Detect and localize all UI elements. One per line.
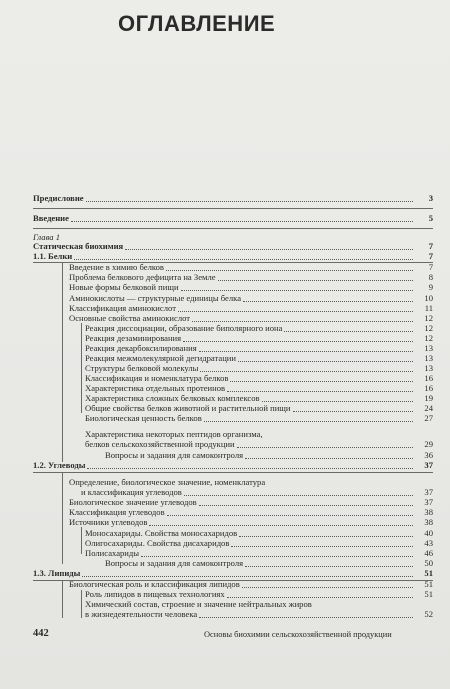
toc-entry-page: 37 (424, 497, 433, 507)
dot-leader (125, 249, 413, 250)
page-title: ОГЛАВЛЕНИЕ (118, 11, 276, 36)
toc-entry-label: Аминокислоты — структурные единицы белка (69, 293, 242, 303)
toc-entry-page: 8 (428, 272, 433, 282)
dot-leader (227, 597, 413, 598)
toc-entry-line: Химический состав, строение и значение нейтральных жиров (85, 599, 312, 609)
toc-entry-label: Полисахариды (85, 548, 140, 558)
toc-entry-label: в жизнедеятельности человека (85, 609, 198, 619)
toc-entry-page: 11 (424, 303, 433, 313)
toc-entry-label: белков сельскохозяйственной продукции (85, 439, 235, 449)
toc-entry-label: Реакция дезаминирования (85, 333, 182, 343)
dot-leader (245, 566, 413, 567)
dot-leader (199, 617, 413, 618)
dot-leader (204, 421, 413, 422)
toc-entry-label: Источники углеводов (69, 517, 148, 527)
toc-entry-label: Моносахариды. Свойства моносахаридов (85, 528, 238, 538)
toc-entry-page: 38 (424, 507, 433, 517)
toc-entry-page: 46 (424, 548, 433, 558)
toc-entry-page: 52 (424, 609, 433, 619)
toc-entry-page: 13 (424, 343, 433, 353)
toc-entry-label: Реакция декарбоксилирования (85, 343, 197, 353)
dot-leader (200, 371, 413, 372)
toc-entry-page: 12 (424, 323, 433, 333)
toc-entry-line: Определение, биологическое значение, номенклатура (69, 477, 266, 487)
toc-entry-proteins[interactable] (33, 252, 433, 262)
dot-leader (239, 536, 413, 537)
indent-rule (62, 472, 63, 564)
dot-leader (293, 411, 413, 412)
toc-entry-label: Классификация аминокислот (69, 303, 176, 313)
dot-leader (178, 311, 413, 312)
toc-entry-carbohydrates[interactable] (33, 461, 433, 471)
dot-leader (245, 458, 413, 459)
dot-leader (262, 401, 413, 402)
toc-entry-page: 50 (424, 558, 433, 568)
dot-leader (183, 341, 413, 342)
toc-entry-label: Введение в химию белков (69, 262, 164, 272)
toc-entry-label: Общие свойства белков животной и растительной пищи (85, 403, 291, 413)
dot-leader (231, 546, 413, 547)
toc-entry-page: 51 (424, 589, 433, 599)
indent-rule (62, 580, 63, 618)
indent-rule (62, 262, 63, 462)
toc-entry-page: 16 (424, 373, 433, 383)
dot-leader (243, 301, 413, 302)
dot-leader (149, 525, 413, 526)
toc-entry[interactable] (85, 610, 433, 620)
dot-leader (199, 505, 413, 506)
divider (33, 228, 433, 229)
toc-entry-label: 1.1. Белки (33, 251, 73, 261)
toc-entry-page: 29 (424, 439, 433, 449)
dot-leader (82, 576, 413, 577)
toc-entry-label: 1.2. Углеводы (33, 460, 86, 470)
toc-entry-page: 12 (424, 313, 433, 323)
divider (33, 208, 433, 209)
toc-entry-label: Классификация углеводов (69, 507, 165, 517)
toc-entry-page: 37 (424, 487, 433, 497)
dot-leader (141, 556, 413, 557)
toc-entry-page: 5 (428, 213, 433, 223)
dot-leader (71, 221, 413, 222)
dot-leader (227, 391, 413, 392)
toc-entry-label: Структуры белковой молекулы (85, 363, 199, 373)
toc-entry-page: 7 (428, 262, 433, 272)
toc-entry-page: 43 (424, 538, 433, 548)
toc-entry-page: 40 (424, 528, 433, 538)
dot-leader (166, 270, 413, 271)
toc-entry-label: 1.3. Липиды (33, 568, 81, 578)
indent-rule (81, 527, 82, 554)
toc-entry-label: Статическая биохимия (33, 241, 124, 251)
toc-entry[interactable] (85, 414, 433, 424)
indent-rule (81, 323, 82, 413)
toc-entry-intro[interactable] (33, 214, 433, 224)
dot-leader (86, 201, 413, 202)
dot-leader (284, 331, 413, 332)
running-title: Основы биохимии сельскохозяйственной продукции (204, 630, 392, 639)
dot-leader (242, 587, 413, 588)
toc-entry-label: Предисловие (33, 193, 84, 203)
toc-entry-page: 36 (424, 450, 433, 460)
toc-entry-page: 19 (424, 393, 433, 403)
dot-leader (184, 495, 413, 496)
toc-entry-label: Вопросы и задания для самоконтроля (105, 450, 244, 460)
dot-leader (199, 351, 413, 352)
dot-leader (192, 321, 413, 322)
toc-entry-page: 38 (424, 517, 433, 527)
toc-entry-static-biochem[interactable] (33, 242, 433, 252)
toc-entry-page: 13 (424, 353, 433, 363)
dot-leader (167, 515, 413, 516)
toc-entry-label: Биологическая ценность белков (85, 413, 202, 423)
toc-entry-preface[interactable] (33, 194, 433, 204)
toc-entry-questions[interactable] (105, 451, 433, 461)
toc-entry-label: и классификация углеводов (81, 487, 182, 497)
dot-leader (218, 280, 413, 281)
indent-rule (81, 590, 82, 618)
toc-entry-label: Роль липидов в пищевых технологиях (85, 589, 225, 599)
toc-entry-label: Новые формы белковой пищи (69, 282, 179, 292)
toc-entry-label: Характеристика сложных белковых комплексов (85, 393, 260, 403)
dot-leader (181, 290, 413, 291)
toc-entry-label: Олигосахариды. Свойства дисахаридов (85, 538, 230, 548)
toc-entry-line: Характеристика некоторых пептидов организма, (85, 429, 263, 439)
toc-entry-label: Основные свойства аминокислот (69, 313, 191, 323)
toc-entry-page: 24 (424, 403, 433, 413)
toc-entry-page: 12 (424, 333, 433, 343)
divider (33, 472, 433, 473)
toc-entry-lipids[interactable] (33, 569, 433, 579)
toc-entry[interactable] (69, 283, 433, 293)
page-number: 442 (33, 628, 49, 639)
toc-entry-page: 10 (424, 293, 433, 303)
toc-entry-label: Биологическое значение углеводов (69, 497, 197, 507)
toc-entry-page: 16 (424, 383, 433, 393)
toc-entry-label: Проблема белкового дефицита на Земле (69, 272, 216, 282)
dot-leader (237, 447, 413, 448)
toc-entry-label: Классификация и номенклатура белков (85, 373, 229, 383)
toc-entry-page: 27 (424, 413, 433, 423)
dot-leader (238, 361, 413, 362)
toc-entry-page: 7 (428, 251, 433, 261)
toc-entry-page: 51 (424, 568, 433, 578)
dot-leader (230, 381, 413, 382)
toc-entry-label: Реакция диссоциации, образование биполярного иона (85, 323, 283, 333)
toc-entry-page: 7 (428, 241, 433, 251)
toc-entry-label: Характеристика отдельных протеинов (85, 383, 226, 393)
toc-entry[interactable] (69, 518, 433, 528)
toc-entry-questions[interactable] (105, 559, 433, 569)
dot-leader (87, 468, 413, 469)
toc-entry-page: 3 (428, 193, 433, 203)
toc-entry-label: Биологическая роль и классификация липидов (69, 579, 240, 589)
toc-entry-page: 9 (428, 282, 433, 292)
toc-entry-label: Вопросы и задания для самоконтроля (105, 558, 244, 568)
toc-entry-label: Введение (33, 213, 69, 223)
toc-entry[interactable] (85, 440, 433, 450)
toc-entry-label: Реакция межмолекулярной дегидратации (85, 353, 236, 363)
toc-entry-page: 37 (424, 460, 433, 470)
dot-leader (74, 259, 413, 260)
toc-entry-page: 13 (424, 363, 433, 373)
toc-entry-page: 51 (424, 579, 433, 589)
chapter-label: Глава 1 (33, 232, 60, 242)
